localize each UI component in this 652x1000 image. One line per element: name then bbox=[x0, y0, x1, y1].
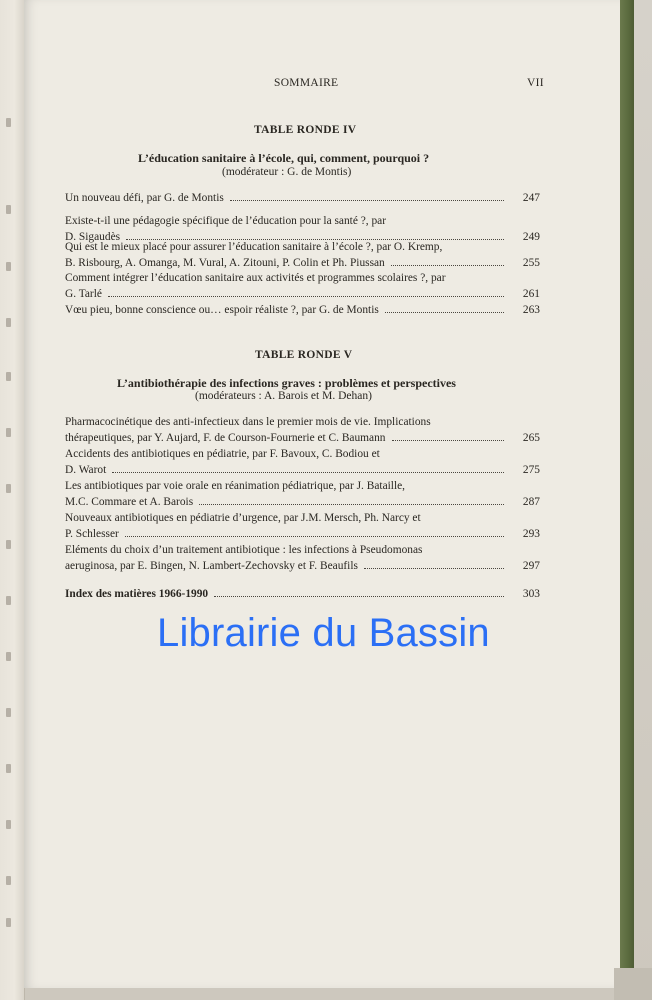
watermark-text: Librairie du Bassin bbox=[157, 611, 490, 655]
toc-entry bbox=[65, 302, 540, 318]
entry-page: 297 bbox=[522, 560, 540, 572]
entry-page: 293 bbox=[522, 528, 540, 540]
index-entry bbox=[65, 586, 540, 602]
entry-text: Existe-t-il une pédagogie spécifique de l’éducation pour la santé ?, par bbox=[65, 215, 387, 227]
entry-text: D. Sigaudès bbox=[65, 231, 121, 243]
toc-entry bbox=[65, 510, 540, 542]
toc-entry bbox=[65, 478, 540, 510]
entry-text: P. Schlesser bbox=[65, 528, 119, 540]
section-heading: TABLE RONDE IV bbox=[254, 124, 357, 136]
toc-entry bbox=[65, 270, 540, 302]
section-heading: TABLE RONDE V bbox=[255, 349, 353, 361]
entry-text: Pharmacocinétique des anti-infectieux dans le premier mois de vie. Implications bbox=[65, 416, 431, 428]
index-label: Index des matières 1966-1990 bbox=[65, 588, 209, 600]
book-cover-edge bbox=[620, 0, 634, 968]
section-moderator: (modérateurs : A. Barois et M. Dehan) bbox=[195, 390, 372, 402]
entry-page: 275 bbox=[522, 464, 540, 476]
entry-text: Les antibiotiques par voie orale en réanimation pédiatrique, par J. Bataille, bbox=[65, 480, 406, 492]
section-moderator: (modérateur : G. de Montis) bbox=[222, 166, 352, 178]
entry-page: 265 bbox=[522, 432, 540, 444]
entry-text: G. Tarlé bbox=[65, 288, 102, 300]
toc-entry bbox=[65, 414, 540, 446]
toc-entry bbox=[65, 239, 540, 271]
entry-text: Eléments du choix d’un traitement antibiotique : les infections à Pseudomonas bbox=[65, 544, 423, 556]
toc-entry bbox=[65, 542, 540, 574]
entry-page: 255 bbox=[522, 257, 540, 269]
toc-entry bbox=[65, 446, 540, 478]
section-theme: L’éducation sanitaire à l’école, qui, comment, pourquoi ? bbox=[138, 151, 430, 165]
entry-text: Vœu pieu, bonne conscience ou… espoir réaliste ?, par G. de Montis bbox=[65, 304, 379, 316]
entry-page: 247 bbox=[522, 192, 540, 204]
toc-entry bbox=[65, 190, 540, 206]
entry-text: B. Risbourg, A. Omanga, M. Vural, A. Zitouni, P. Colin et Ph. Piussan bbox=[65, 257, 385, 269]
entry-text: Nouveaux antibiotiques en pédiatrie d’urgence, par J.M. Mersch, Ph. Narcy et bbox=[65, 512, 421, 524]
section-theme: L’antibiothérapie des infections graves : problèmes et perspectives bbox=[117, 376, 456, 390]
entry-text: aeruginosa, par E. Bingen, N. Lambert-Zechovsky et F. Beaufils bbox=[65, 560, 358, 572]
entry-text: Un nouveau défi, par G. de Montis bbox=[65, 192, 224, 204]
entry-text: Comment intégrer l’éducation sanitaire aux activités et programmes scolaires ?, par bbox=[65, 272, 446, 284]
table-surface bbox=[614, 968, 652, 1000]
header-page-number: VII bbox=[527, 77, 544, 89]
entry-page: 261 bbox=[522, 288, 540, 300]
header-title: SOMMAIRE bbox=[274, 77, 339, 89]
entry-page: 287 bbox=[522, 496, 540, 508]
previous-page-edge bbox=[0, 0, 25, 1000]
running-header bbox=[24, 77, 620, 93]
entry-text: M.C. Commare et A. Barois bbox=[65, 496, 194, 508]
entry-page: 263 bbox=[522, 304, 540, 316]
entry-page: 249 bbox=[522, 231, 540, 243]
entry-text: D. Warot bbox=[65, 464, 107, 476]
entry-text: thérapeutiques, par Y. Aujard, F. de Courson-Fournerie et C. Baumann bbox=[65, 432, 386, 444]
index-page: 303 bbox=[522, 588, 540, 600]
entry-text: Qui est le mieux placé pour assurer l’éducation sanitaire à l’école ?, par O. Kremp, bbox=[65, 241, 443, 253]
entry-text: Accidents des antibiotiques en pédiatrie, par F. Bavoux, C. Bodiou et bbox=[65, 448, 380, 460]
